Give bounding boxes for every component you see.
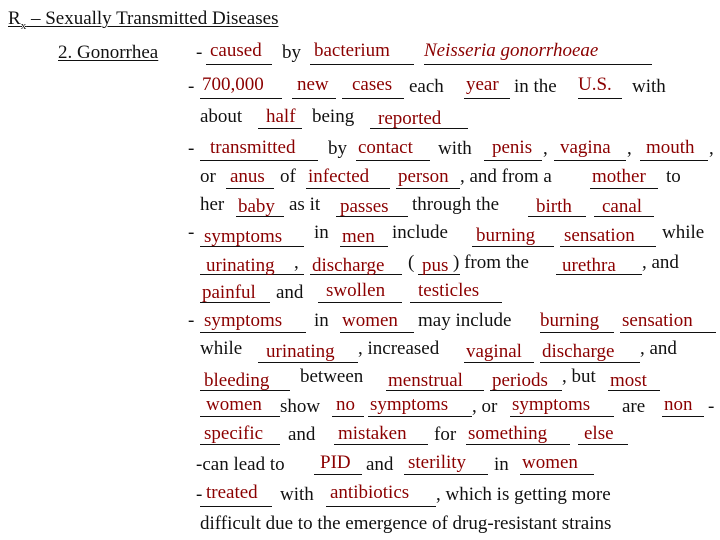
answer-word: mouth (646, 137, 695, 158)
answer-word: treated (206, 482, 258, 503)
static-text: show (280, 396, 321, 417)
static-text: , and (642, 252, 679, 273)
static-text: while (662, 222, 705, 243)
answer-word: else (584, 423, 614, 444)
static-text: with (438, 138, 472, 159)
answer-word: sensation (564, 225, 635, 246)
static-text: - (196, 42, 203, 63)
static-text: , or (472, 396, 498, 417)
static-text: ) from the (453, 252, 529, 273)
answer-word: infected (308, 166, 370, 187)
static-text: by (328, 138, 347, 159)
answer-word: swollen (326, 280, 386, 301)
static-text: - (188, 76, 195, 97)
static-text: being (312, 106, 355, 127)
static-text: difficult due to the emergence of drug-resistant strains (200, 513, 612, 534)
answer-word: bleeding (204, 370, 270, 391)
static-text: for (434, 424, 457, 445)
static-text: each (409, 76, 444, 97)
answer-word: women (522, 452, 578, 473)
static-text: ( (408, 252, 415, 273)
answer-word: canal (602, 196, 643, 217)
answer-word: reported (378, 108, 442, 129)
answer-word: discharge (542, 341, 615, 362)
answer-word: something (468, 423, 548, 444)
answer-word: menstrual (388, 370, 463, 391)
answer-word: no (336, 394, 355, 415)
answer-word: baby (238, 196, 275, 217)
answer-word: mistaken (338, 423, 407, 444)
static-text: about (200, 106, 243, 127)
static-text: through the (412, 194, 500, 215)
static-text: her (200, 194, 225, 215)
answer-word: most (610, 370, 647, 391)
static-text: with (632, 76, 666, 97)
answer-word: half (266, 106, 296, 127)
static-text: and (288, 424, 316, 445)
answer-word: birth (536, 196, 572, 217)
static-text: , (294, 252, 299, 273)
static-text: , increased (358, 338, 440, 359)
answer-word: urethra (562, 255, 616, 276)
static-text: of (280, 166, 296, 187)
answer-word: symptoms (204, 226, 283, 247)
static-text: include (392, 222, 448, 243)
static-text: - (708, 396, 715, 417)
static-text: or (200, 166, 216, 187)
static-text: , (627, 138, 632, 159)
static-text: by (282, 42, 301, 63)
static-text: may include (418, 310, 512, 331)
static-text: in the (514, 76, 557, 97)
answer-word: passes (340, 196, 389, 217)
answer-word: sterility (408, 452, 467, 473)
static-text: , and (640, 338, 677, 359)
answer-word: urinating (266, 341, 335, 362)
answer-word: symptoms (204, 310, 283, 331)
answer-word: contact (358, 137, 413, 158)
static-text: - (188, 222, 195, 243)
answer-word: 700,000 (202, 74, 264, 95)
answer-word: discharge (312, 255, 385, 276)
static-text: - (188, 138, 195, 159)
answer-word: burning (540, 310, 600, 331)
static-text: between (300, 366, 364, 387)
answer-word: transmitted (210, 137, 296, 158)
answer-word: periods (492, 370, 548, 391)
answer-word: women (206, 394, 262, 415)
answer-word: urinating (206, 255, 275, 276)
answer-word: sensation (622, 310, 693, 331)
answer-word: women (342, 310, 398, 331)
answer-word: testicles (418, 280, 480, 301)
section-heading: 2. Gonorrhea (58, 42, 159, 63)
static-text: -can lead to (196, 454, 285, 475)
static-text: are (622, 396, 646, 417)
static-text: while (200, 338, 243, 359)
answer-word: burning (476, 225, 536, 246)
static-text: , (543, 138, 548, 159)
static-text: - (196, 484, 203, 505)
answer-word: symptoms (512, 394, 591, 415)
answer-word: new (297, 74, 329, 95)
answer-word: year (466, 74, 499, 95)
answer-word: vagina (560, 137, 611, 158)
answer-word: person (398, 166, 449, 187)
answer-word: anus (230, 166, 265, 187)
static-text: , and from a (460, 166, 552, 187)
static-text: to (666, 166, 681, 187)
static-text: in (314, 222, 329, 243)
answer-word: vaginal (466, 341, 522, 362)
page-title: $R_x$ – Sexually Transmitted Diseases (8, 8, 279, 32)
answer-word: penis (492, 137, 533, 158)
static-text: - (188, 310, 195, 331)
answer-word: symptoms (370, 394, 449, 415)
answer-word: men (342, 226, 375, 247)
answer-word: mother (592, 166, 646, 187)
answer-word: non (664, 394, 693, 415)
static-text: as it (289, 194, 321, 215)
static-text: , which is getting more (436, 484, 611, 505)
static-text: and (366, 454, 394, 475)
answer-word: pus (422, 255, 449, 276)
static-text: with (280, 484, 314, 505)
static-text: , but (562, 366, 596, 387)
answer-word: painful (202, 282, 256, 303)
answer-word: Neisseria gonorrhoeae (424, 40, 599, 61)
static-text: in (314, 310, 329, 331)
answer-word: antibiotics (330, 482, 410, 503)
answer-word: PID (320, 452, 351, 473)
static-text: in (494, 454, 509, 475)
answer-word: caused (210, 40, 262, 61)
static-text: , (709, 138, 714, 159)
answer-word: cases (352, 74, 393, 95)
answer-word: bacterium (314, 40, 390, 61)
static-text: and (276, 282, 304, 303)
answer-word: specific (204, 423, 264, 444)
answer-word: U.S. (578, 74, 612, 95)
